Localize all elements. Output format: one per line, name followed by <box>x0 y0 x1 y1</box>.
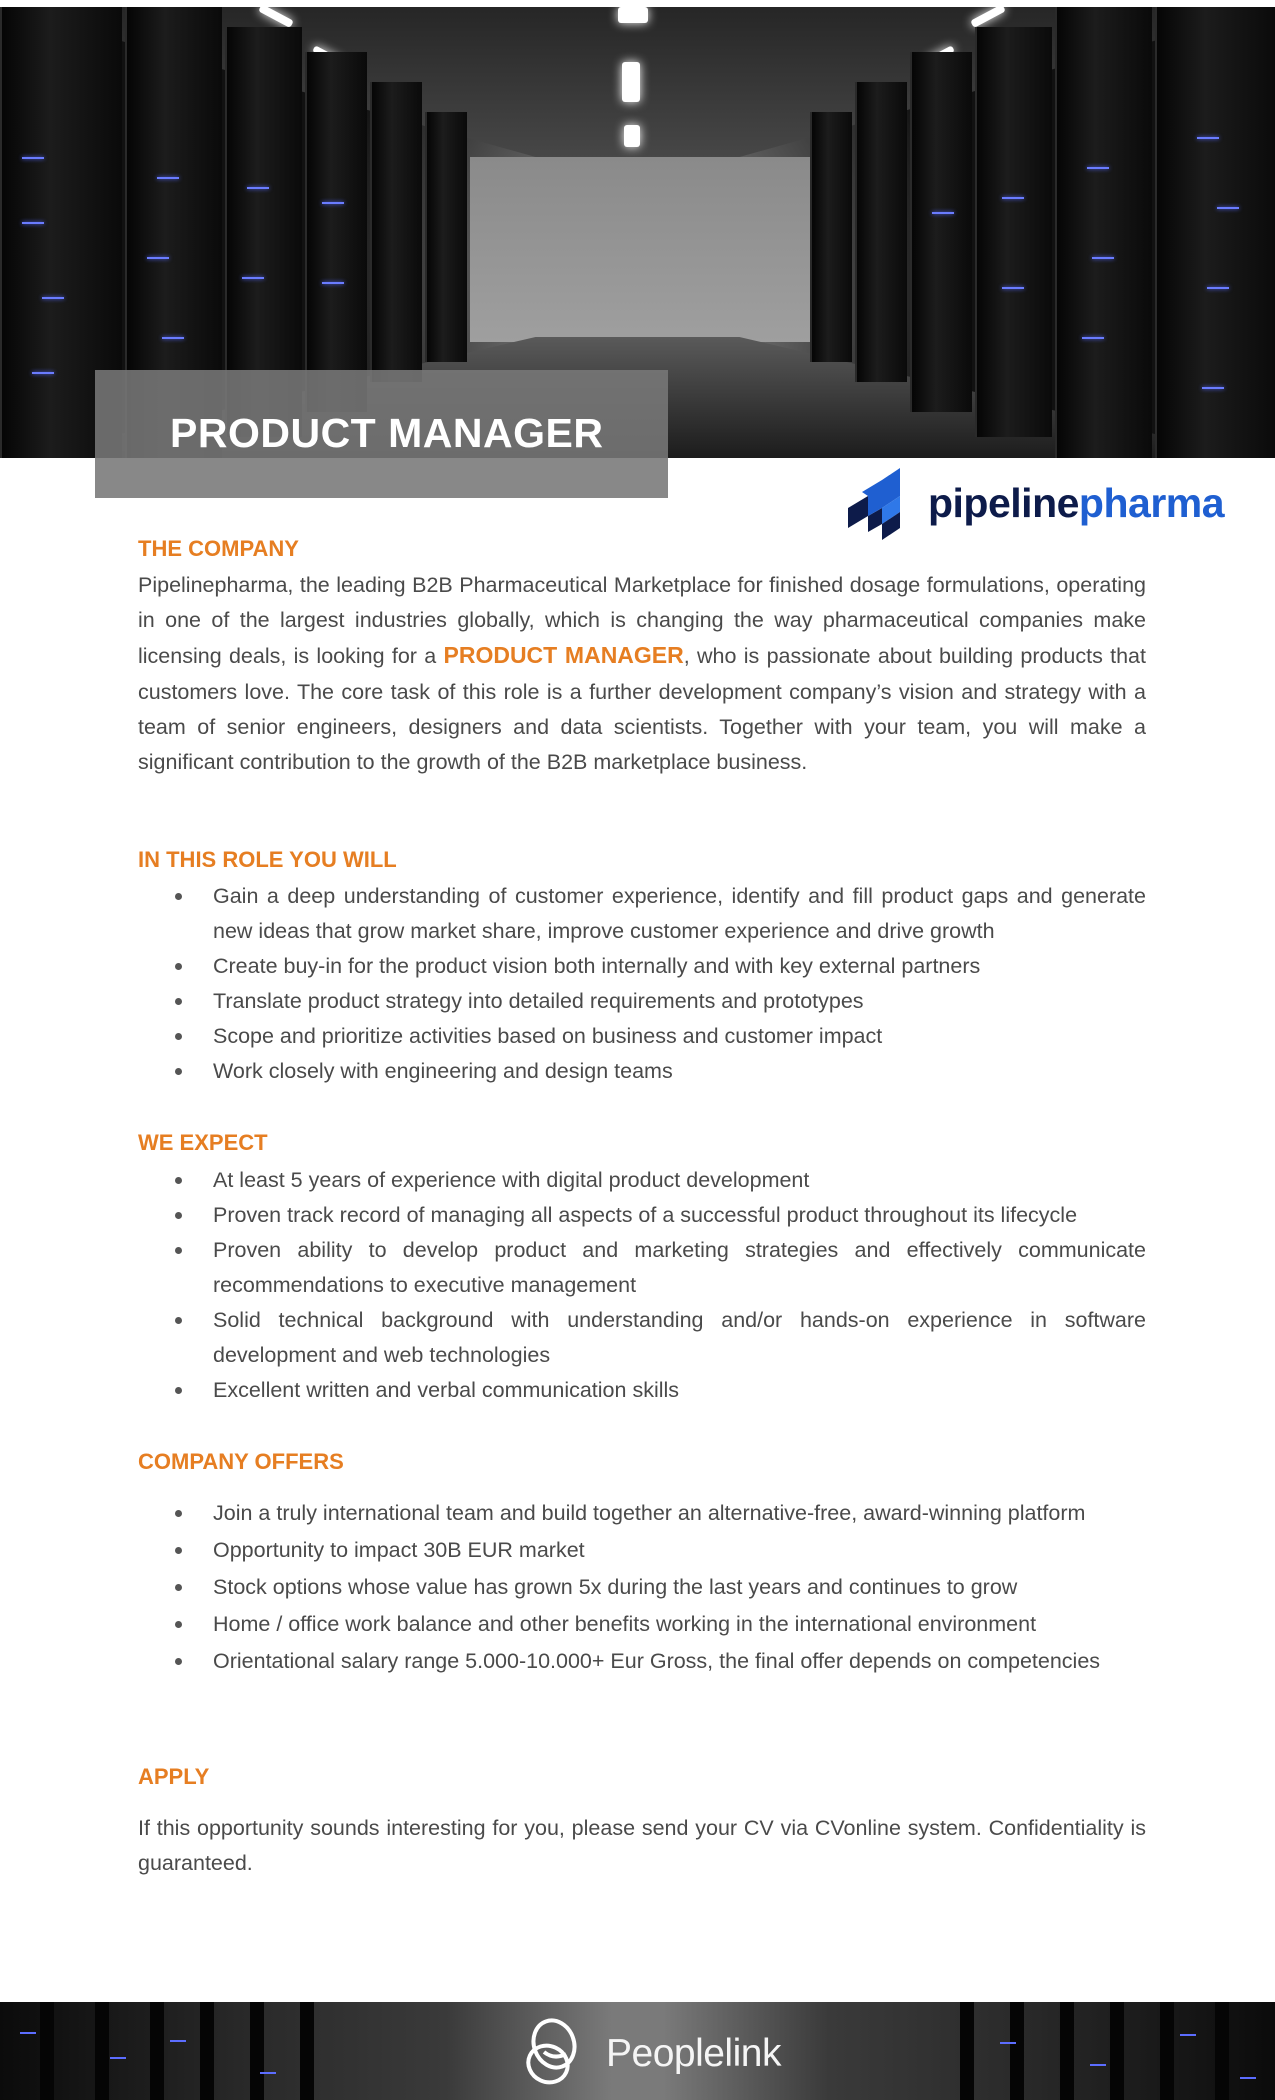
role-list-item: Scope and prioritize activities based on business and customer impact <box>138 1019 1146 1054</box>
footer-banner-image <box>0 2002 1275 2100</box>
server-rack <box>855 82 907 382</box>
wordmark-pipeline: pipeline <box>928 480 1079 526</box>
role-list-item: Create buy-in for the product vision both internally and with key external partners <box>138 949 1146 984</box>
expect-list-item: Solid technical background with understanding and/or hands-on experience in software development and web technologies <box>138 1303 1146 1373</box>
expect-list-item: At least 5 years of experience with digital product development <box>138 1163 1146 1198</box>
offers-heading: COMPANY OFFERS <box>138 1449 344 1474</box>
pipelinepharma-wordmark <box>928 480 1224 527</box>
apply-paragraph: If this opportunity sounds interesting for you, please send your CV via CVonline system. Confidentiality is guaranteed. <box>138 1816 1146 1876</box>
server-rack <box>810 112 852 362</box>
ceiling-lamp <box>622 62 640 102</box>
ceiling-lamp <box>624 125 640 147</box>
apply-heading: APPLY <box>138 1764 210 1789</box>
offers-list-item: Opportunity to impact 30B EUR market <box>138 1533 1146 1568</box>
server-rack <box>370 82 422 382</box>
role-list-item: Translate product strategy into detailed requirements and prototypes <box>138 984 1146 1019</box>
server-rack <box>1155 7 1275 458</box>
pipelinepharma-logo-icon <box>848 468 920 548</box>
server-rack <box>975 27 1052 437</box>
company-text-after: , who is passionate about building products that customers love. The core task of this role is a further development company’s vision and strategy with a team of senior engineers, designers and data scientists. Together with your team, you will make a significant contribution to the growth of the B2B marketplace business. <box>138 644 1146 775</box>
company-heading: THE COMPANY <box>138 536 299 561</box>
offers-list-item: Stock options whose value has grown 5x during the last years and continues to grow <box>138 1570 1146 1605</box>
expect-list-item: Proven track record of managing all aspects of a successful product throughout its lifecycle <box>138 1198 1146 1233</box>
peoplelink-wordmark: Peoplelink <box>606 2032 781 2075</box>
wordmark-pharma: pharma <box>1078 480 1225 526</box>
role-list <box>138 879 1146 1089</box>
job-title: PRODUCT MANAGER <box>170 410 604 456</box>
expect-heading: WE EXPECT <box>138 1130 268 1155</box>
company-paragraph <box>138 568 1146 780</box>
job-title-banner <box>95 370 668 498</box>
server-rack <box>1055 7 1152 458</box>
role-list-item: Work closely with engineering and design teams <box>138 1054 1146 1089</box>
ceiling-lamp <box>618 7 648 23</box>
expect-list-item: Proven ability to develop product and marketing strategies and effectively communicate recommendations to executive management <box>138 1233 1146 1303</box>
offers-list <box>138 1496 1146 1681</box>
expect-list-item: Excellent written and verbal communication skills <box>138 1373 1146 1408</box>
company-highlight: PRODUCT MANAGER <box>443 642 684 669</box>
expect-list <box>138 1163 1146 1408</box>
server-room-back-wall <box>470 157 810 342</box>
offers-list-item: Orientational salary range 5.000-10.000+ Eur Gross, the final offer depends on competencies <box>138 1644 1146 1679</box>
company-text-before: Pipelinepharma, the leading B2B Pharmaceutical Marketplace for finished dosage formulations, operating in one of the largest industries globally, which is changing the way pharmaceutical companies make licensing deals, is looking for a <box>138 573 1146 669</box>
offers-list-item: Home / office work balance and other benefits working in the international environment <box>138 1607 1146 1642</box>
offers-list-item: Join a truly international team and build together an alternative-free, award-winning platform <box>138 1496 1146 1531</box>
server-rack <box>305 52 367 412</box>
peoplelink-logo <box>514 2014 794 2094</box>
server-rack <box>425 112 467 362</box>
role-list-item: Gain a deep understanding of customer experience, identify and fill product gaps and generate new ideas that grow market share, improve customer experience and drive growth <box>138 879 1146 949</box>
server-rack <box>910 52 972 412</box>
peoplelink-logo-icon <box>514 2014 594 2094</box>
role-heading: IN THIS ROLE YOU WILL <box>138 847 397 872</box>
pipelinepharma-logo <box>848 468 1228 548</box>
